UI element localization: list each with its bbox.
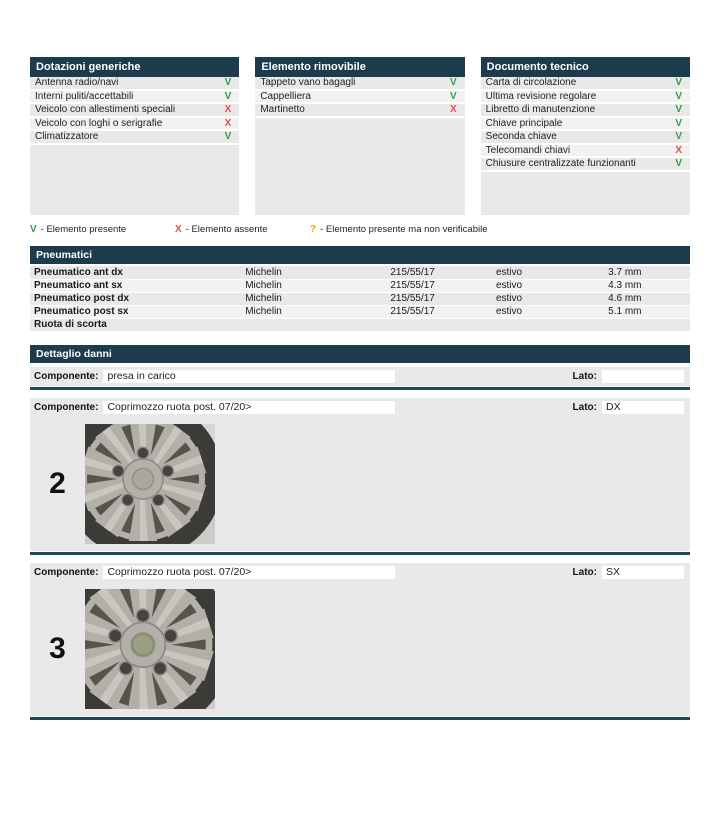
entry-divider bbox=[30, 552, 690, 555]
equipment-item bbox=[255, 91, 464, 105]
damage-photo-row bbox=[30, 582, 690, 716]
tyres-table bbox=[30, 266, 690, 332]
status-mark: V bbox=[675, 77, 682, 88]
equipment-item bbox=[255, 104, 464, 118]
section-dotazioni-generiche bbox=[30, 57, 239, 215]
status-mark: V bbox=[675, 117, 682, 129]
section-elemento-rimovibile bbox=[255, 57, 464, 215]
side-field[interactable]: SX bbox=[602, 566, 684, 579]
table-row bbox=[30, 305, 690, 318]
tyre-season: estivo bbox=[492, 292, 604, 305]
equipment-item bbox=[255, 77, 464, 91]
component-field[interactable]: presa in carico bbox=[103, 370, 395, 383]
legend-item-present bbox=[30, 224, 175, 235]
present-mark-icon: V bbox=[30, 224, 37, 235]
table-row bbox=[30, 279, 690, 292]
equipment-item-label: Carta di circolazione bbox=[485, 77, 577, 88]
status-mark: V bbox=[449, 77, 457, 88]
side-label: Lato: bbox=[572, 401, 597, 413]
section-dettaglio-danni bbox=[30, 345, 690, 720]
status-mark: V bbox=[224, 77, 232, 88]
equipment-item bbox=[481, 77, 690, 91]
side-label: Lato: bbox=[572, 566, 597, 578]
tyre-brand: Michelin bbox=[241, 279, 386, 292]
legend-item-absent bbox=[175, 224, 310, 235]
tyre-name: Pneumatico post dx bbox=[30, 292, 241, 305]
status-mark: V bbox=[224, 131, 232, 142]
equipment-item-label: Cappelliera bbox=[260, 90, 311, 102]
component-label: Componente: bbox=[34, 401, 99, 413]
equipment-item bbox=[481, 158, 690, 172]
component-field[interactable]: Coprimozzo ruota post. 07/20> bbox=[103, 566, 395, 579]
table-row bbox=[30, 292, 690, 305]
damage-entry bbox=[30, 367, 690, 390]
entry-divider bbox=[30, 387, 690, 390]
legend-text: - Elemento presente ma non verificabile bbox=[320, 224, 488, 235]
status-mark: V bbox=[449, 90, 457, 102]
equipment-item-label: Libretto di manutenzione bbox=[485, 104, 596, 115]
damage-entry bbox=[30, 563, 690, 720]
equipment-item-label: Tappeto vano bagagli bbox=[260, 77, 356, 88]
equipment-item bbox=[30, 91, 239, 105]
status-mark: X bbox=[675, 144, 682, 156]
equipment-item bbox=[481, 91, 690, 105]
equipment-sections bbox=[30, 57, 690, 215]
table-row bbox=[30, 318, 690, 331]
status-mark: V bbox=[675, 104, 682, 115]
wheel-photo bbox=[85, 424, 215, 544]
tyre-size: 215/55/17 bbox=[386, 279, 492, 292]
section-header: Documento tecnico bbox=[481, 57, 690, 77]
tyre-depth: 4.3 mm bbox=[604, 279, 690, 292]
section-header: Dettaglio danni bbox=[30, 345, 690, 363]
tyre-depth: 5.1 mm bbox=[604, 305, 690, 318]
tyre-brand: Michelin bbox=[241, 266, 386, 279]
equipment-item-label: Seconda chiave bbox=[485, 131, 557, 142]
tyre-size: 215/55/17 bbox=[386, 305, 492, 318]
section-header: Dotazioni generiche bbox=[30, 57, 239, 77]
tyre-name: Pneumatico ant dx bbox=[30, 266, 241, 279]
table-row bbox=[30, 266, 690, 279]
side-field[interactable]: DX bbox=[602, 401, 684, 414]
tyre-season bbox=[492, 318, 604, 331]
damage-photo-row bbox=[30, 417, 690, 551]
component-label: Componente: bbox=[34, 370, 99, 382]
status-mark: V bbox=[675, 158, 682, 169]
damage-entry-head bbox=[30, 398, 690, 417]
damage-entry-head bbox=[30, 563, 690, 582]
status-mark: V bbox=[675, 131, 682, 142]
equipment-item-label: Antenna radio/navi bbox=[35, 77, 119, 88]
equipment-item-label: Chiusure centralizzate funzionanti bbox=[485, 158, 636, 169]
tyre-depth: 3.7 mm bbox=[604, 266, 690, 279]
tyre-season: estivo bbox=[492, 305, 604, 318]
equipment-item bbox=[481, 104, 690, 118]
tyre-size: 215/55/17 bbox=[386, 266, 492, 279]
equipment-item bbox=[30, 118, 239, 132]
equipment-item-label: Climatizzatore bbox=[35, 131, 99, 142]
equipment-item-label: Veicolo con allestimenti speciali bbox=[35, 104, 176, 115]
tyre-name: Pneumatico ant sx bbox=[30, 279, 241, 292]
legend-text: - Elemento presente bbox=[40, 224, 127, 235]
status-mark: V bbox=[675, 90, 682, 102]
legend-text: - Elemento assente bbox=[185, 224, 268, 235]
equipment-item bbox=[481, 131, 690, 145]
component-label: Componente: bbox=[34, 566, 99, 578]
damage-entry bbox=[30, 398, 690, 555]
component-field[interactable]: Coprimozzo ruota post. 07/20> bbox=[103, 401, 395, 414]
tyre-brand: Michelin bbox=[241, 292, 386, 305]
equipment-item-label: Martinetto bbox=[260, 104, 305, 115]
tyre-name: Pneumatico post sx bbox=[30, 305, 241, 318]
tyre-season: estivo bbox=[492, 266, 604, 279]
tyre-size bbox=[386, 318, 492, 331]
section-pneumatici bbox=[30, 246, 690, 332]
absent-mark-icon: X bbox=[175, 224, 182, 235]
side-label: Lato: bbox=[572, 370, 597, 382]
section-header: Elemento rimovibile bbox=[255, 57, 464, 77]
tyre-brand bbox=[241, 318, 386, 331]
equipment-item-label: Interni puliti/accettabili bbox=[35, 90, 134, 102]
tyre-name: Ruota di scorta bbox=[30, 318, 241, 331]
status-mark: X bbox=[449, 104, 457, 115]
tyre-size: 215/55/17 bbox=[386, 292, 492, 305]
status-mark: V bbox=[224, 90, 232, 102]
side-group bbox=[569, 370, 690, 383]
side-group bbox=[569, 566, 690, 579]
section-header: Pneumatici bbox=[30, 246, 690, 264]
side-group bbox=[569, 401, 690, 414]
tyre-depth: 4.6 mm bbox=[604, 292, 690, 305]
status-mark: X bbox=[224, 117, 232, 129]
entry-divider bbox=[30, 717, 690, 720]
equipment-item-label: Chiave principale bbox=[485, 117, 563, 129]
damage-entry-head bbox=[30, 367, 690, 386]
equipment-item-label: Ultima revisione regolare bbox=[485, 90, 597, 102]
legend-item-unverifiable bbox=[310, 224, 488, 235]
equipment-item bbox=[481, 118, 690, 132]
section-documento-tecnico bbox=[481, 57, 690, 215]
status-mark: X bbox=[224, 104, 232, 115]
damage-number: 3 bbox=[49, 631, 66, 665]
tyre-brand: Michelin bbox=[241, 305, 386, 318]
side-field[interactable] bbox=[602, 370, 684, 383]
unverifiable-mark-icon: ? bbox=[310, 224, 317, 235]
equipment-item-label: Veicolo con loghi o serigrafie bbox=[35, 117, 163, 129]
equipment-item-label: Telecomandi chiavi bbox=[485, 144, 571, 156]
damage-number: 2 bbox=[49, 466, 66, 500]
tyre-season: estivo bbox=[492, 279, 604, 292]
equipment-item bbox=[30, 77, 239, 91]
tyre-depth bbox=[604, 318, 690, 331]
legend bbox=[30, 223, 690, 236]
equipment-item bbox=[481, 145, 690, 159]
equipment-item bbox=[30, 131, 239, 145]
wheel-photo bbox=[85, 589, 215, 709]
equipment-item bbox=[30, 104, 239, 118]
